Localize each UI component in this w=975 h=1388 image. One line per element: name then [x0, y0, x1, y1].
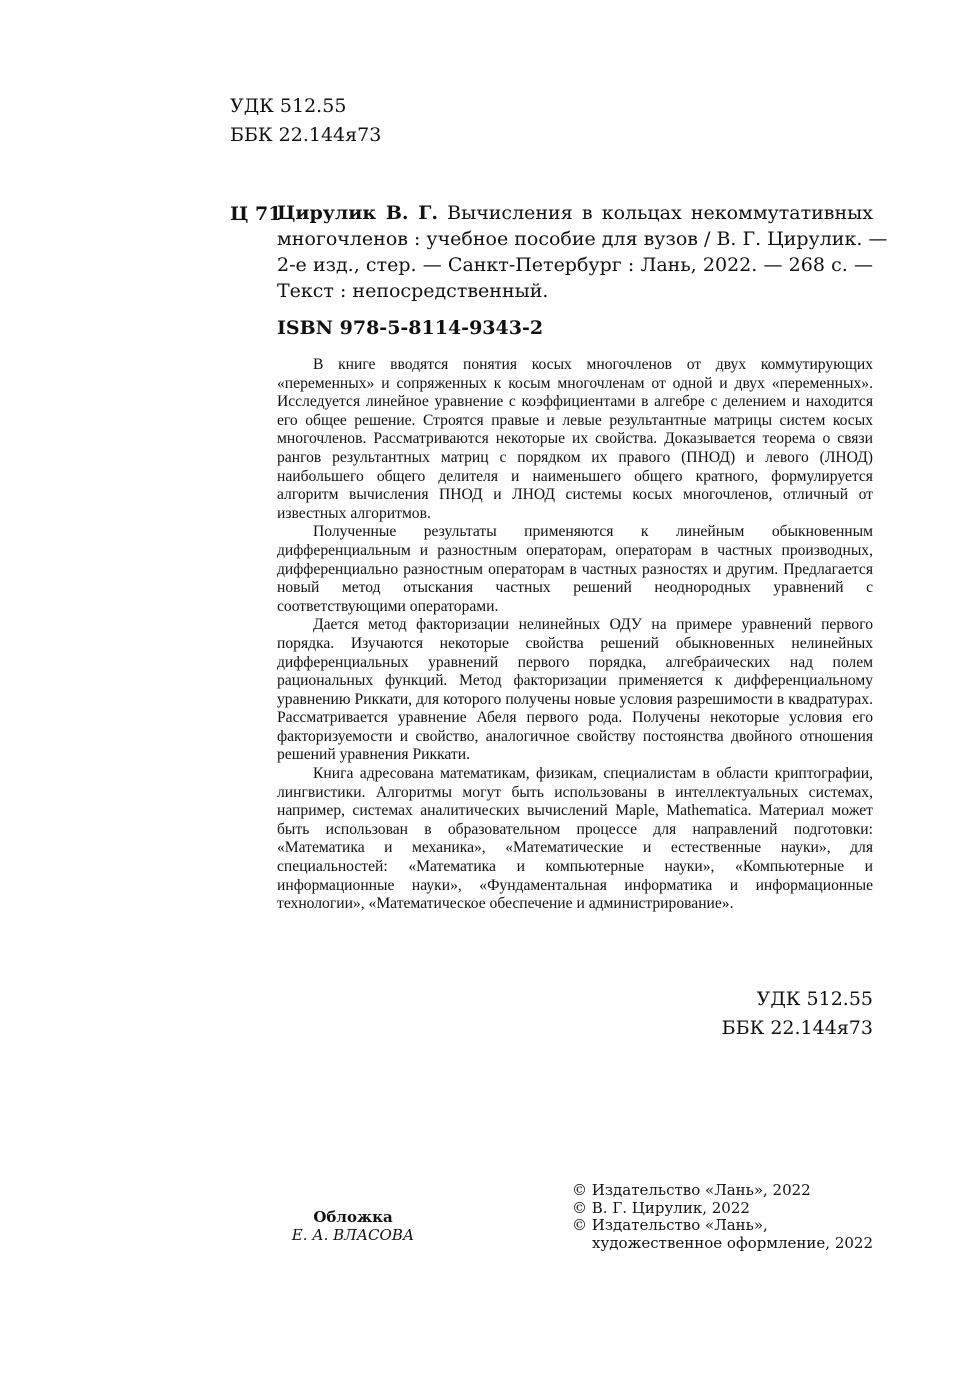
udk-code-bottom: УДК 512.55	[756, 988, 873, 1010]
book-title: Вычисления в кольцах некоммутативных	[447, 202, 873, 224]
cover-credit	[278, 1208, 428, 1244]
udk-bbk-header	[230, 92, 381, 150]
udk-bbk-footer	[722, 985, 873, 1043]
entry-line-1	[277, 200, 873, 226]
bbk-code-bottom: ББК 22.144я73	[721, 1017, 873, 1039]
bibliographic-entry	[277, 200, 888, 304]
bbk-code: ББК 22.144я73	[230, 124, 382, 146]
annotation-paragraph: Дается метод факторизации нелинейных ОДУ на примере уравнений первого порядка. Изучаются некоторые свойства решений обыкновенных нелинейных дифференциальных уравнений первого порядка, алгебраических над полем рациональных функций. Метод факторизации применяется к дифференциальному уравнению Риккати, для которого получены новые условия разрешимости в квадратурах. Рассматривается уравнение Абеля первого рода. Получены некоторые условия его факторизуемости и свойство, аналогичное свойству постоянства двойного отношения решений уравнения Риккати.	[277, 616, 873, 764]
annotation-paragraph: Полученные результаты применяются к линейным обыкновенным дифференциальным и разностным операторам, операторам в частных производных, дифференциально разностным операторам в частных разностях и другим. Предлагается новый метод отыскания частных решений неоднородных уравнений с соответствующими операторами.	[277, 523, 873, 615]
annotation-paragraph: Книга адресована математикам, физикам, специалистам в области криптографии, лингвистики. Алгоритмы могут быть использованы в интеллектуальных системах, например, системах аналитических вычислений Maple, Mathematica. Материал может быть использован в образовательном процессе для направлений подготовки: «Математика и механика», «Математические и естественные науки», для специальностей: «Математика и компьютерные науки», «Компьютерные и информационные науки», «Фундаментальная информатика и информационные технологии», «Математическое обеспечение и администрирование».	[277, 765, 873, 913]
annotation	[277, 356, 873, 914]
copyright-line: художественное оформление, 2022	[592, 1233, 873, 1252]
entry-line-4: Текст : непосредственный.	[277, 280, 549, 302]
annotation-paragraph: В книге вводятся понятия косых многочленов от двух коммутирующих «переменных» и сопряженных к косым многочленам от одной и двух «переменных». Исследуется линейное уравнение с коэффициентами в алгебре с делением и находится его общее решение. Строятся правые и левые результантные матрицы систем косых многочленов. Рассматриваются некоторые их свойства. Доказывается теорема о связи рангов результантных матриц с порядком их правого (ПНОД) и левого (ЛНОД) наибольшего общего делителя и наименьшего общего кратного, формулируется алгоритм вычисления ПНОД и ЛНОД системы косых многочленов, отличный от известных алгоритмов.	[277, 356, 873, 522]
entry-line-2: многочленов : учебное пособие для вузов / В. Г. Цирулик. —	[277, 228, 888, 250]
isbn: ISBN 978-5-8114-9343-2	[277, 317, 544, 339]
copyright-line: © Издательство «Лань»,	[572, 1216, 768, 1234]
udk-code: УДК 512.55	[230, 95, 347, 117]
entry-line-3: 2-е изд., стер. — Санкт-Петербург : Лань, 2022. — 268 с. —	[277, 254, 873, 276]
cover-designer: Е. А. ВЛАСОВА	[291, 1226, 415, 1244]
copyright-line: © В. Г. Цирулик, 2022	[572, 1198, 750, 1217]
author-name: Цирулик В. Г.	[277, 202, 438, 224]
cover-label: Обложка	[313, 1208, 393, 1226]
copyright-line: © Издательство «Лань», 2022	[572, 1181, 811, 1199]
copyright-block	[572, 1182, 873, 1252]
author-mark: Ц 71	[230, 203, 282, 225]
